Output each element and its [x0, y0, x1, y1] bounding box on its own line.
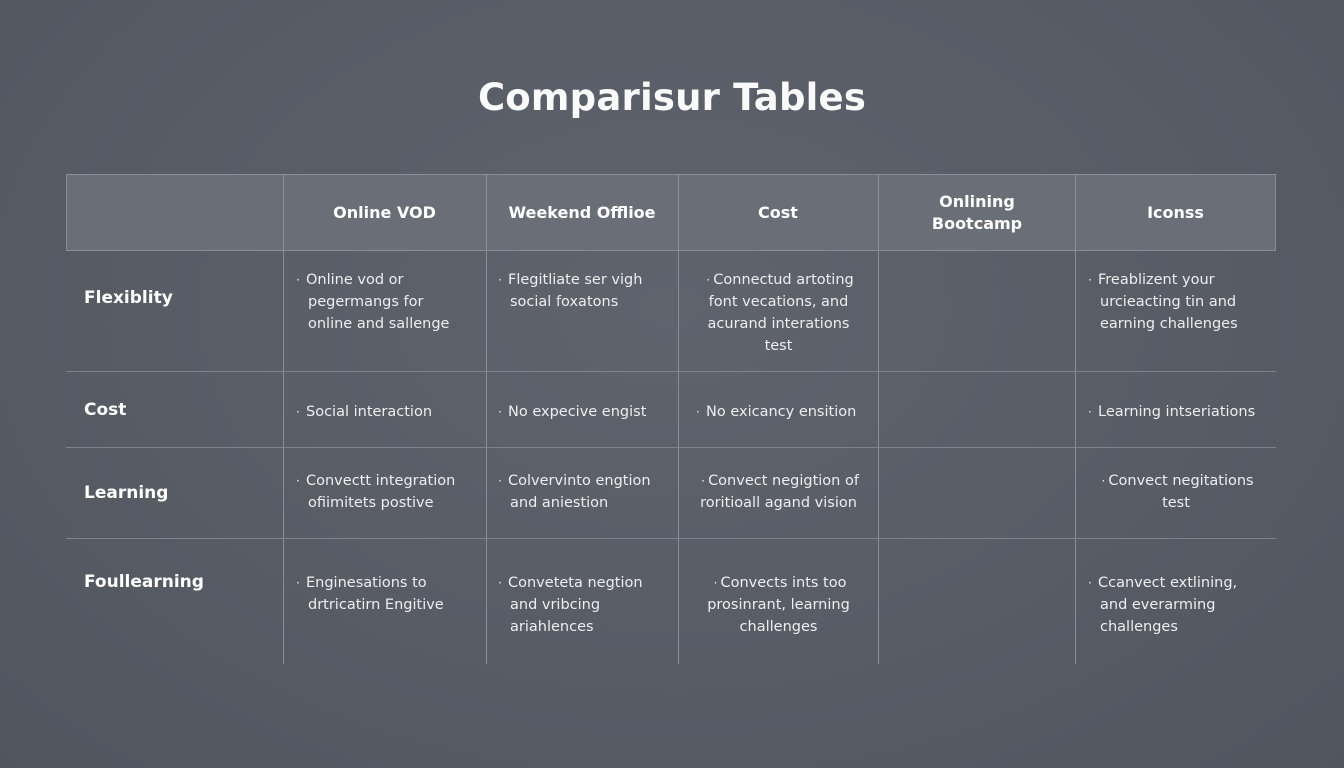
bullet-icon: · [713, 576, 718, 590]
column-header: Iconss [1147, 202, 1204, 222]
column-header: Online VOD [333, 202, 436, 222]
bullet-icon: · [296, 474, 300, 488]
row-label: Cost [84, 400, 127, 420]
table-cell: · Enginesations to drtricatirn Engitive [296, 572, 444, 616]
bullet-icon: · [498, 405, 502, 419]
row-label: Foullearning [84, 572, 204, 592]
table-cell: · Colvervinto engtion and aniestion [498, 470, 651, 514]
table-cell: · Convect negitations test [1081, 470, 1271, 514]
bullet-icon: · [696, 405, 700, 419]
bullet-icon: · [1101, 474, 1106, 488]
row-divider [66, 447, 1276, 448]
column-divider [878, 174, 879, 664]
table-cell: · Connectud artoting font vecations, and acurand interations test [686, 269, 871, 357]
bullet-icon: · [498, 474, 502, 488]
row-label: Learning [84, 483, 169, 503]
bullet-icon: · [296, 273, 300, 287]
column-header: Weekend Offlioe [508, 202, 656, 222]
row-label: Flexiblity [84, 288, 173, 308]
table-cell: · Online vod or pegermangs for online and sallenge [296, 269, 449, 335]
table-cell: · Convect negigtion of roritioall agand vision [686, 470, 871, 514]
comparison-table [66, 174, 1276, 666]
table-cell: · Convectt integration ofiimitets postive [296, 470, 455, 514]
bullet-icon: · [296, 405, 300, 419]
table-cell: · Freablizent your urcieacting tin and earning challenges [1088, 269, 1238, 335]
row-divider [66, 371, 1276, 372]
bullet-icon: · [498, 576, 502, 590]
table-cell: · No exicancy ensition [696, 401, 856, 423]
bullet-icon: · [1088, 273, 1092, 287]
table-cell: · Social interaction [296, 401, 432, 423]
bullet-icon: · [1088, 576, 1092, 590]
bullet-icon: · [296, 576, 300, 590]
table-cell: · No expecive engist [498, 401, 646, 423]
table-cell: · Ccanvect extlining, and everarming challenges [1088, 572, 1237, 638]
bullet-icon: · [701, 474, 705, 488]
table-cell: · Flegitliate ser vigh social foxatons [498, 269, 642, 313]
table-cell: · Convects ints too prosinrant, learning challenges [686, 572, 871, 638]
table-cell: · Conveteta negtion and vribcing ariahlences [498, 572, 643, 638]
bullet-icon: · [1088, 405, 1092, 419]
page-title: Comparisur Tables [477, 76, 867, 119]
table-cell: · Learning intseriations [1088, 401, 1255, 423]
bullet-icon: · [498, 273, 502, 287]
row-divider [66, 538, 1276, 539]
column-header: Onlining Bootcamp [931, 191, 1023, 233]
bullet-icon: · [706, 273, 711, 287]
column-header: Cost [758, 202, 798, 222]
